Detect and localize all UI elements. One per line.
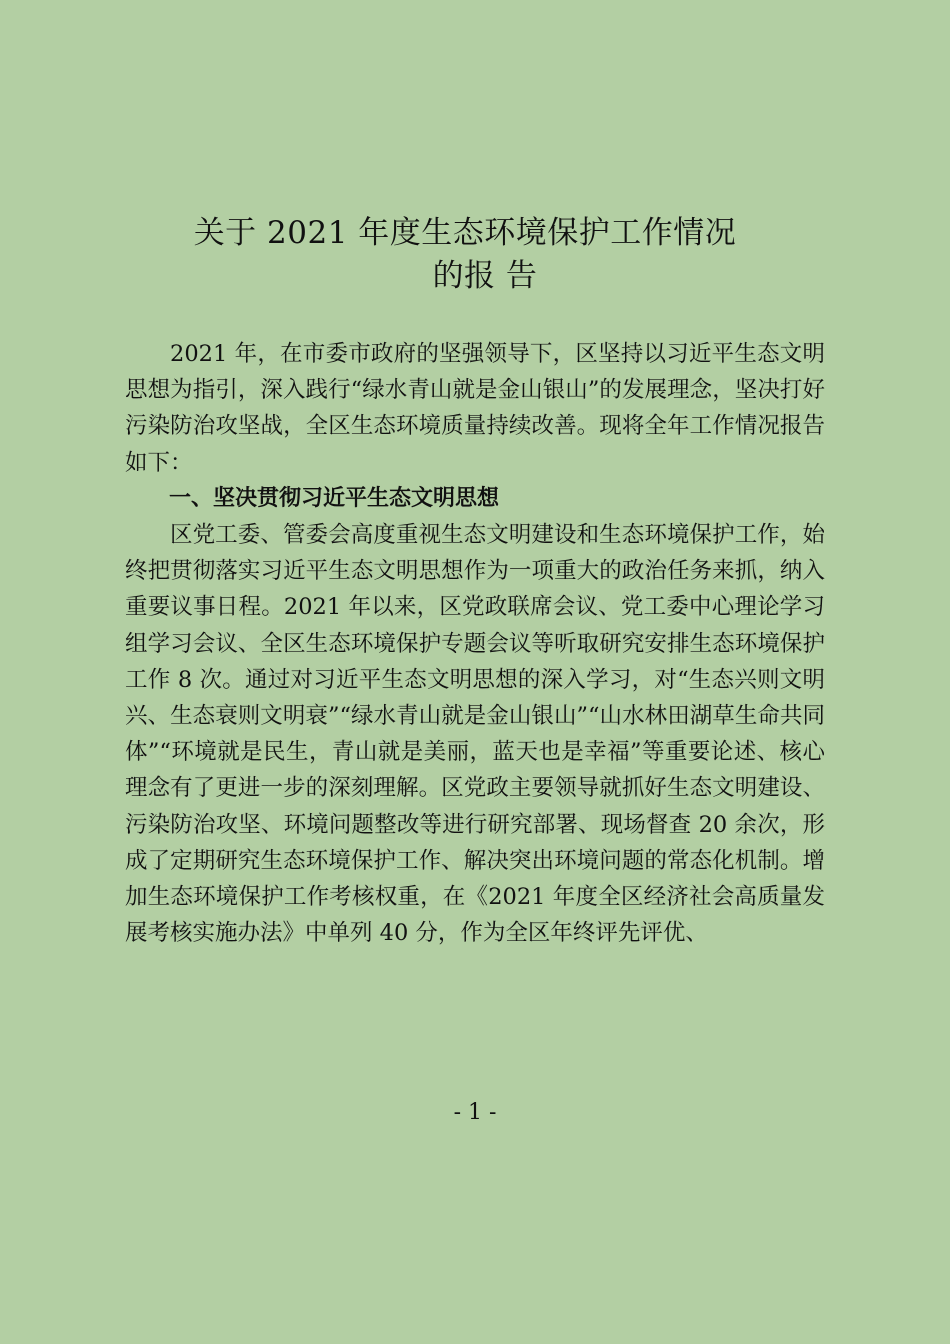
section-1-paragraph: 区党工委、管委会高度重视生态文明建设和生态环境保护工作，始终把贯彻落实习近平生态文明思想作为一项重大的政治任务来抓，纳入重要议事日程。2021 年以来，区党政联席会议、党工委中心理论学习组学习会议、全区生态环境保护专题会议等听取研究安排生态环境保护工作 8 次。通过对习近平生态文明思想的深入学习，对“生态兴则文明兴、生态衰则文明衰”“绿水青山就是金山银山”“山水林田湖草生命共同体”“环境就是民生，青山就是美丽，蓝天也是幸福”等重要论述、核心理念有了更进一步的深刻理解。区党政主要领导就抓好生态文明建设、污染防治攻坚、环境问题整改等进行研究部署、现场督查 20 余次，形成了定期研究生态环境保护工作、解决突出环境问题的常态化机制。增加生态环境保护工作考核权重，在《2021 年度全区经济社会高质量发展考核实施办法》中单列 40 分，作为全区年终评先评优、 [125, 522, 825, 947]
document-title-line-1: 关于 2021 年度生态环境保护工作情况 [193, 215, 737, 251]
section-heading-1: 一、坚决贯彻习近平生态文明思想 [169, 485, 500, 511]
document-title-line-2: 的报 告 [432, 258, 538, 294]
intro-paragraph: 2021 年，在市委市政府的坚强领导下，区坚持以习近平生态文明思想为指引，深入践行“绿水青山就是金山银山”的发展理念，坚决打好污染防治攻坚战，全区生态环境质量持续改善。现将全年工作情况报告如下： [125, 341, 825, 476]
document-body [125, 336, 825, 951]
page-number: - 1 - [453, 1100, 497, 1125]
